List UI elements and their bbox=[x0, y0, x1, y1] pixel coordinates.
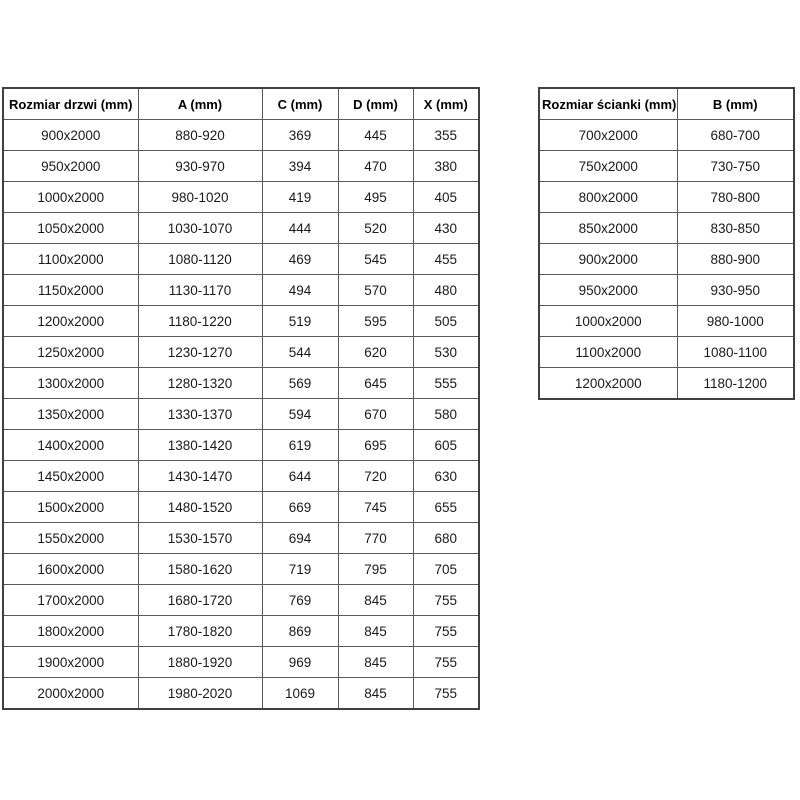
table-row bbox=[3, 306, 479, 337]
table-cell: 1200x2000 bbox=[3, 306, 138, 337]
table-cell: 1100x2000 bbox=[539, 337, 677, 368]
table-cell: 930-950 bbox=[677, 275, 794, 306]
table-cell: 755 bbox=[413, 585, 479, 616]
table-row bbox=[3, 399, 479, 430]
table-cell: 1500x2000 bbox=[3, 492, 138, 523]
table-row bbox=[3, 213, 479, 244]
table-row bbox=[3, 554, 479, 585]
column-header: Rozmiar ścianki (mm) bbox=[539, 88, 677, 120]
table-cell: 800x2000 bbox=[539, 182, 677, 213]
door-size-table bbox=[2, 87, 480, 710]
table-row bbox=[3, 647, 479, 678]
table-cell: 1430-1470 bbox=[138, 461, 262, 492]
table-cell: 645 bbox=[338, 368, 413, 399]
table-cell: 750x2000 bbox=[539, 151, 677, 182]
table-cell: 980-1020 bbox=[138, 182, 262, 213]
table-row bbox=[539, 151, 794, 182]
table-cell: 980-1000 bbox=[677, 306, 794, 337]
table-cell: 555 bbox=[413, 368, 479, 399]
table-cell: 1400x2000 bbox=[3, 430, 138, 461]
table-cell: 1000x2000 bbox=[3, 182, 138, 213]
table-cell: 619 bbox=[262, 430, 338, 461]
table-cell: 830-850 bbox=[677, 213, 794, 244]
table-row bbox=[3, 523, 479, 554]
table-row bbox=[3, 492, 479, 523]
table-row bbox=[3, 337, 479, 368]
column-header: B (mm) bbox=[677, 88, 794, 120]
table-cell: 755 bbox=[413, 616, 479, 647]
table-cell: 570 bbox=[338, 275, 413, 306]
table-cell: 394 bbox=[262, 151, 338, 182]
table-row bbox=[3, 244, 479, 275]
table-row bbox=[3, 585, 479, 616]
table-cell: 1180-1200 bbox=[677, 368, 794, 400]
table-cell: 545 bbox=[338, 244, 413, 275]
table-cell: 845 bbox=[338, 585, 413, 616]
table-cell: 444 bbox=[262, 213, 338, 244]
table-cell: 745 bbox=[338, 492, 413, 523]
table-cell: 770 bbox=[338, 523, 413, 554]
table-cell: 494 bbox=[262, 275, 338, 306]
table-row bbox=[3, 616, 479, 647]
table-cell: 1080-1120 bbox=[138, 244, 262, 275]
table-cell: 405 bbox=[413, 182, 479, 213]
table-cell: 930-970 bbox=[138, 151, 262, 182]
table-cell: 845 bbox=[338, 678, 413, 710]
table-cell: 630 bbox=[413, 461, 479, 492]
table-row bbox=[539, 120, 794, 151]
table-cell: 1600x2000 bbox=[3, 554, 138, 585]
table-cell: 455 bbox=[413, 244, 479, 275]
table-cell: 795 bbox=[338, 554, 413, 585]
table-cell: 469 bbox=[262, 244, 338, 275]
table-row bbox=[3, 120, 479, 151]
table-cell: 580 bbox=[413, 399, 479, 430]
table-row bbox=[539, 306, 794, 337]
table-cell: 1250x2000 bbox=[3, 337, 138, 368]
table-row bbox=[3, 430, 479, 461]
table-cell: 880-900 bbox=[677, 244, 794, 275]
table-cell: 755 bbox=[413, 678, 479, 710]
column-header: X (mm) bbox=[413, 88, 479, 120]
table-cell: 470 bbox=[338, 151, 413, 182]
table-cell: 594 bbox=[262, 399, 338, 430]
table-cell: 1069 bbox=[262, 678, 338, 710]
table-row bbox=[539, 275, 794, 306]
column-header: A (mm) bbox=[138, 88, 262, 120]
table-cell: 869 bbox=[262, 616, 338, 647]
table-cell: 1200x2000 bbox=[539, 368, 677, 400]
table-cell: 1480-1520 bbox=[138, 492, 262, 523]
table-cell: 1780-1820 bbox=[138, 616, 262, 647]
table-row bbox=[539, 213, 794, 244]
table-cell: 605 bbox=[413, 430, 479, 461]
table-cell: 505 bbox=[413, 306, 479, 337]
table-cell: 369 bbox=[262, 120, 338, 151]
table-cell: 430 bbox=[413, 213, 479, 244]
table-cell: 644 bbox=[262, 461, 338, 492]
table-cell: 519 bbox=[262, 306, 338, 337]
table-cell: 419 bbox=[262, 182, 338, 213]
table-cell: 1450x2000 bbox=[3, 461, 138, 492]
table-cell: 595 bbox=[338, 306, 413, 337]
header-row bbox=[539, 88, 794, 120]
table-cell: 1680-1720 bbox=[138, 585, 262, 616]
table-cell: 705 bbox=[413, 554, 479, 585]
table-cell: 769 bbox=[262, 585, 338, 616]
header-row bbox=[3, 88, 479, 120]
table-cell: 530 bbox=[413, 337, 479, 368]
wall-size-table bbox=[538, 87, 795, 400]
table-cell: 480 bbox=[413, 275, 479, 306]
table-cell: 780-800 bbox=[677, 182, 794, 213]
table-cell: 845 bbox=[338, 647, 413, 678]
table-cell: 1180-1220 bbox=[138, 306, 262, 337]
table-row bbox=[539, 368, 794, 400]
table-cell: 1330-1370 bbox=[138, 399, 262, 430]
table-cell: 900x2000 bbox=[539, 244, 677, 275]
table-cell: 1900x2000 bbox=[3, 647, 138, 678]
table-cell: 1530-1570 bbox=[138, 523, 262, 554]
table-cell: 2000x2000 bbox=[3, 678, 138, 710]
table-row bbox=[539, 337, 794, 368]
table-cell: 620 bbox=[338, 337, 413, 368]
table-cell: 1800x2000 bbox=[3, 616, 138, 647]
table-cell: 680-700 bbox=[677, 120, 794, 151]
table-cell: 950x2000 bbox=[539, 275, 677, 306]
column-header: C (mm) bbox=[262, 88, 338, 120]
table-cell: 445 bbox=[338, 120, 413, 151]
table-row bbox=[3, 275, 479, 306]
table-cell: 569 bbox=[262, 368, 338, 399]
table-cell: 880-920 bbox=[138, 120, 262, 151]
table-cell: 669 bbox=[262, 492, 338, 523]
table-cell: 1150x2000 bbox=[3, 275, 138, 306]
table-cell: 680 bbox=[413, 523, 479, 554]
table-row bbox=[3, 368, 479, 399]
table-cell: 670 bbox=[338, 399, 413, 430]
table-cell: 694 bbox=[262, 523, 338, 554]
table-cell: 720 bbox=[338, 461, 413, 492]
column-header: D (mm) bbox=[338, 88, 413, 120]
table-cell: 1050x2000 bbox=[3, 213, 138, 244]
table-cell: 845 bbox=[338, 616, 413, 647]
table-row bbox=[539, 244, 794, 275]
table-cell: 1300x2000 bbox=[3, 368, 138, 399]
table-cell: 1130-1170 bbox=[138, 275, 262, 306]
table-cell: 655 bbox=[413, 492, 479, 523]
table-cell: 850x2000 bbox=[539, 213, 677, 244]
table-row bbox=[3, 182, 479, 213]
table-cell: 1980-2020 bbox=[138, 678, 262, 710]
table-cell: 495 bbox=[338, 182, 413, 213]
table-cell: 1030-1070 bbox=[138, 213, 262, 244]
table-cell: 380 bbox=[413, 151, 479, 182]
table-cell: 950x2000 bbox=[3, 151, 138, 182]
table-cell: 1000x2000 bbox=[539, 306, 677, 337]
table-cell: 1080-1100 bbox=[677, 337, 794, 368]
table-row bbox=[3, 678, 479, 710]
table-cell: 969 bbox=[262, 647, 338, 678]
table-cell: 355 bbox=[413, 120, 479, 151]
table-cell: 1230-1270 bbox=[138, 337, 262, 368]
table-cell: 1100x2000 bbox=[3, 244, 138, 275]
column-header: Rozmiar drzwi (mm) bbox=[3, 88, 138, 120]
table-cell: 900x2000 bbox=[3, 120, 138, 151]
table-cell: 520 bbox=[338, 213, 413, 244]
table-cell: 1580-1620 bbox=[138, 554, 262, 585]
table-cell: 1700x2000 bbox=[3, 585, 138, 616]
table-cell: 719 bbox=[262, 554, 338, 585]
table-cell: 695 bbox=[338, 430, 413, 461]
table-cell: 1280-1320 bbox=[138, 368, 262, 399]
table-cell: 700x2000 bbox=[539, 120, 677, 151]
table-cell: 1380-1420 bbox=[138, 430, 262, 461]
table-cell: 1350x2000 bbox=[3, 399, 138, 430]
table-row bbox=[3, 461, 479, 492]
table-cell: 1550x2000 bbox=[3, 523, 138, 554]
table-cell: 730-750 bbox=[677, 151, 794, 182]
table-cell: 544 bbox=[262, 337, 338, 368]
table-cell: 755 bbox=[413, 647, 479, 678]
table-cell: 1880-1920 bbox=[138, 647, 262, 678]
table-row bbox=[3, 151, 479, 182]
table-row bbox=[539, 182, 794, 213]
